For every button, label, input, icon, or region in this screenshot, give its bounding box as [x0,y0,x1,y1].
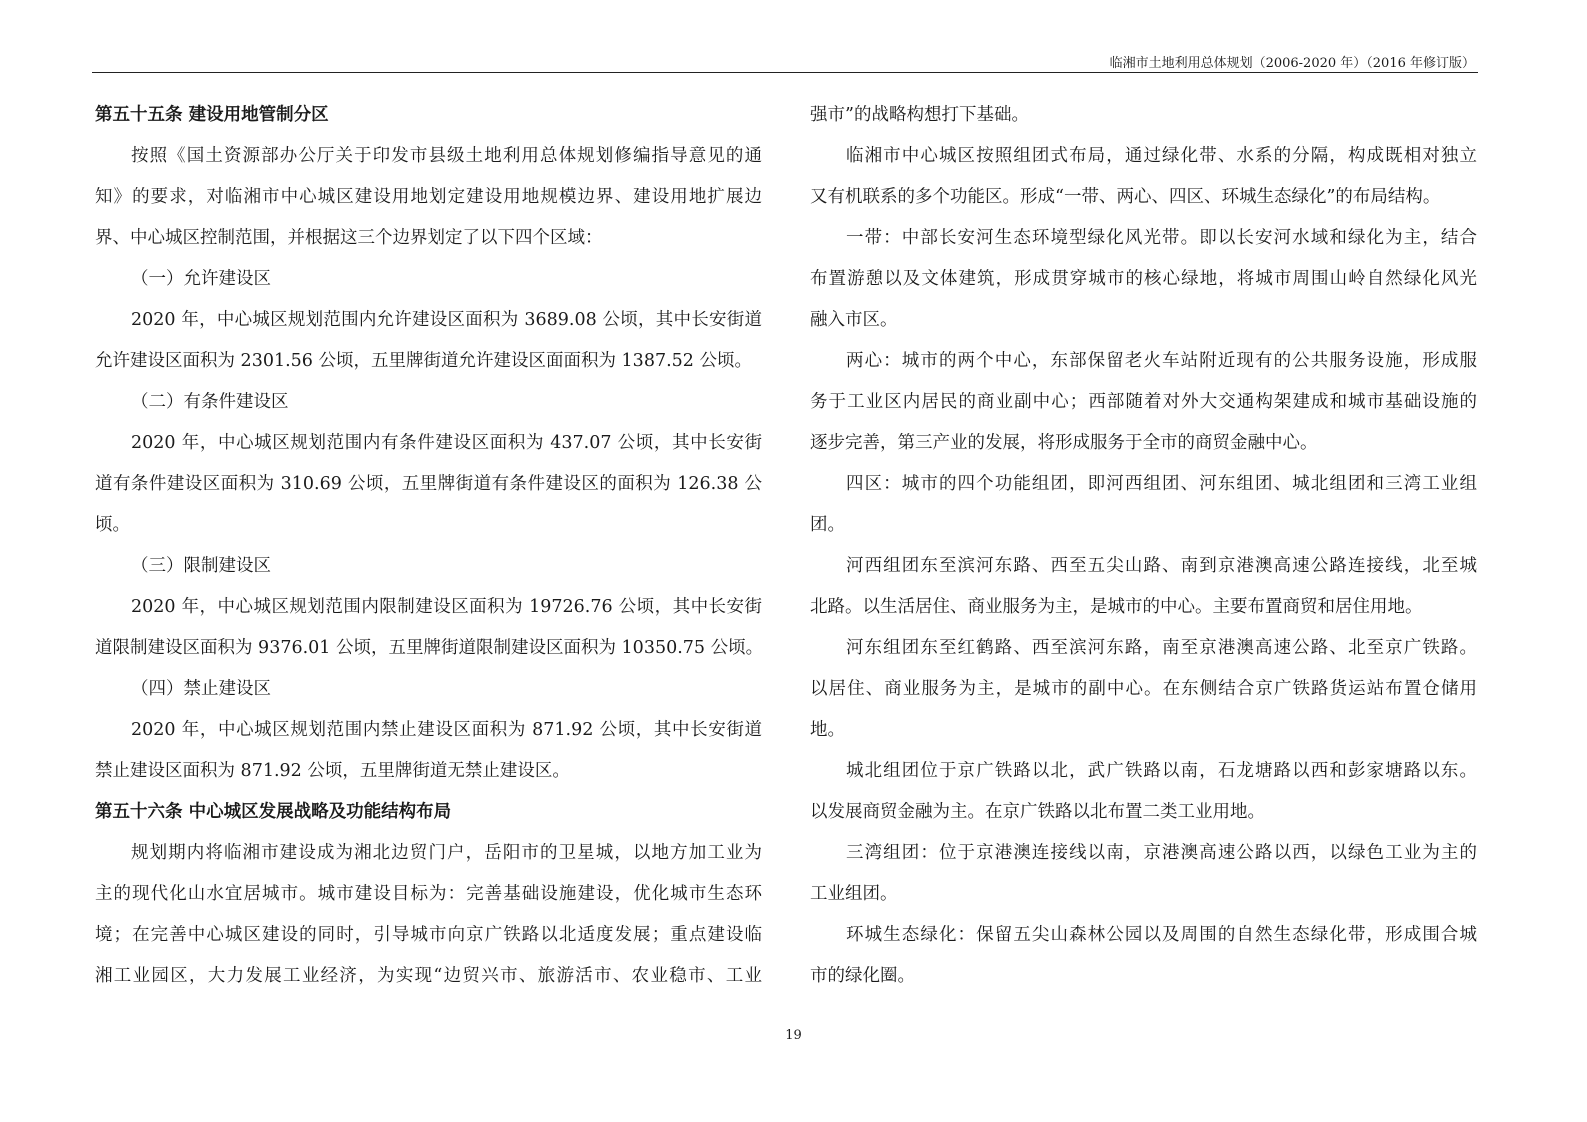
text-line: 布置游憩以及文体建筑，形成贯穿城市的核心绿地，将城市周围山岭自然绿化风光 [810,269,1477,289]
text-line: 强市”的战略构想打下基础。 [810,105,1029,125]
section-heading: 第五十六条 中心城区发展战略及功能结构布局 [95,802,452,822]
text-line: 境；在完善中心城区建设的同时，引导城市向京广铁路以北适度发展；重点建设临 [95,925,762,945]
text-line: 务于工业区内居民的商业副中心；西部随着对外大交通构架建成和城市基础设施的 [810,392,1477,412]
text-line: 又有机联系的多个功能区。形成“一带、两心、四区、环城生态绿化”的布局结构。 [810,187,1441,207]
text-line: 2020 年，中心城区规划范围内允许建设区面积为 3689.08 公顷，其中长安街道 [131,310,762,330]
text-line: 临湘市中心城区按照组团式布局，通过绿化带、水系的分隔，构成既相对独立 [846,146,1477,166]
text-line: 两心：城市的两个中心，东部保留老火车站附近现有的公共服务设施，形成服 [846,351,1477,371]
text-line: 市的绿化圈。 [810,966,915,986]
page-number: 19 [785,1028,802,1043]
text-line: 禁止建设区面积为 871.92 公顷，五里牌街道无禁止建设区。 [95,761,570,781]
text-line: 以发展商贸金融为主。在京广铁路以北布置二类工业用地。 [810,802,1265,822]
text-line: 道有条件建设区面积为 310.69 公顷，五里牌街道有条件建设区的面积为 126.38 公 [95,474,762,494]
text-line: 融入市区。 [810,310,898,330]
text-line: 界、中心城区控制范围，并根据这三个边界划定了以下四个区域： [95,228,603,248]
text-line: 四区：城市的四个功能组团，即河西组团、河东组团、城北组团和三湾工业组 [846,474,1477,494]
text-line: 以居住、商业服务为主，是城市的副中心。在东侧结合京广铁路货运站布置仓储用 [810,679,1477,699]
text-line: 2020 年，中心城区规划范围内有条件建设区面积为 437.07 公顷，其中长安街 [131,433,762,453]
text-line: 2020 年，中心城区规划范围内禁止建设区面积为 871.92 公顷，其中长安街道 [131,720,762,740]
text-line: 团。 [810,515,845,535]
text-line: 2020 年，中心城区规划范围内限制建设区面积为 19726.76 公顷，其中长安街 [131,597,762,617]
text-line: （二）有条件建设区 [131,392,289,412]
text-line: 允许建设区面积为 2301.56 公顷，五里牌街道允许建设区面面积为 1387.52 公顷。 [95,351,752,371]
text-line: 顷。 [95,515,130,535]
text-line: 河西组团东至滨河东路、西至五尖山路、南到京港澳高速公路连接线，北至城 [846,556,1477,576]
text-line: 一带：中部长安河生态环境型绿化风光带。即以长安河水域和绿化为主，结合 [846,228,1477,248]
text-line: 道限制建设区面积为 9376.01 公顷，五里牌街道限制建设区面积为 10350.75 公顷。 [95,638,764,658]
section-heading: 第五十五条 建设用地管制分区 [95,105,329,125]
header-rule [92,72,1478,73]
text-line: 规划期内将临湘市建设成为湘北边贸门户，岳阳市的卫星城，以地方加工业为 [131,843,762,863]
text-line: 北路。以生活居住、商业服务为主，是城市的中心。主要布置商贸和居住用地。 [810,597,1423,617]
text-line: 知》的要求，对临湘市中心城区建设用地划定建设用地规模边界、建设用地扩展边 [95,187,762,207]
text-line: （四）禁止建设区 [131,679,271,699]
text-line: 按照《国土资源部办公厅关于印发市县级土地利用总体规划修编指导意见的通 [131,146,762,166]
text-line: 环城生态绿化：保留五尖山森林公园以及周围的自然生态绿化带，形成围合城 [846,925,1477,945]
text-line: 三湾组团：位于京港澳连接线以南，京港澳高速公路以西，以绿色工业为主的 [846,843,1477,863]
text-line: 工业组团。 [810,884,898,904]
text-line: 逐步完善，第三产业的发展，将形成服务于全市的商贸金融中心。 [810,433,1318,453]
text-line: （三）限制建设区 [131,556,271,576]
text-line: 湘工业园区，大力发展工业经济，为实现“边贸兴市、旅游活市、农业稳市、工业 [95,966,762,986]
text-line: 地。 [810,720,845,740]
text-line: 主的现代化山水宜居城市。城市建设目标为：完善基础设施建设，优化城市生态环 [95,884,762,904]
text-line: （一）允许建设区 [131,269,271,289]
text-line: 城北组团位于京广铁路以北，武广铁路以南，石龙塘路以西和彭家塘路以东。 [846,761,1477,781]
running-header: 临湘市土地利用总体规划（2006-2020 年）（2016 年修订版） [1109,56,1475,71]
text-line: 河东组团东至红鹤路、西至滨河东路，南至京港澳高速公路、北至京广铁路。 [846,638,1477,658]
